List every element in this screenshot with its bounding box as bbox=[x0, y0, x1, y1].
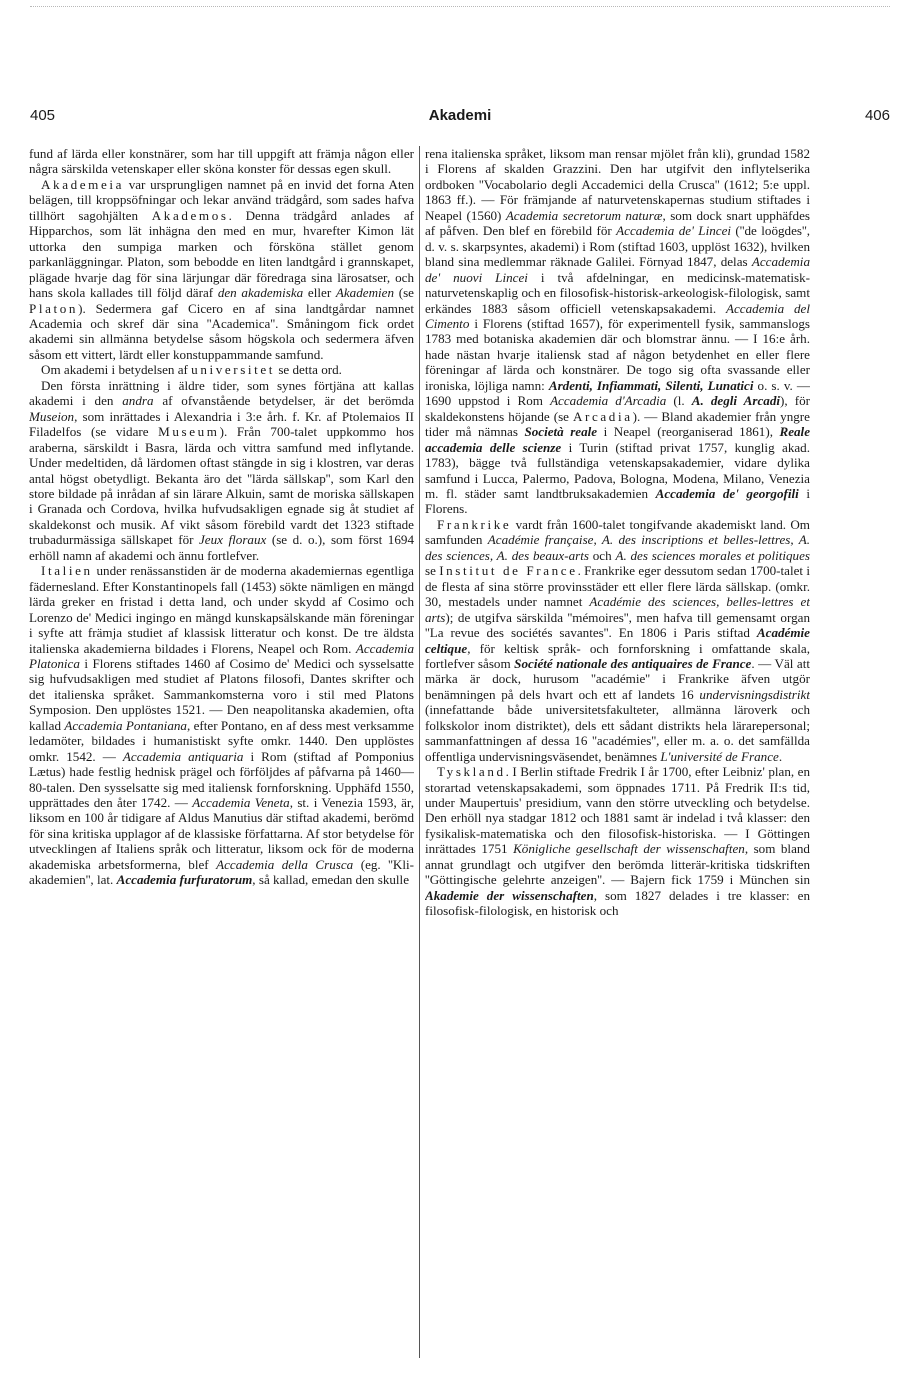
page-header bbox=[30, 107, 890, 129]
paragraph: fund af lärda eller konstnärer, som har till uppgift att främja någon eller några särskilda vetenskaper eller sköna konster för dessas egen skull. bbox=[29, 146, 414, 177]
right-column bbox=[425, 146, 810, 1356]
paragraph: Om akademi i betydelsen af universitet se detta ord. bbox=[41, 362, 342, 378]
paragraph: rena italienska språket, liksom man rensar mjölet från kli), grundad 1582 i Florens af skalden Grazzini. Den har utgifvit den inflytelserika ordboken ''Vocabolario degli Accademici della Crusca'' (1612; 5:e uppl. 1863 ff.). — För främjande af naturvetenskapernas studium stiftades i Neapel (1560) Academia secretorum naturæ, som dock snart upphäfdes af påfven. Den blef en förebild för Accademia de' Lincei (''de loögdes'', d. v. s. skarpsyntes, akademi) i Rom (stiftad 1603, upplöst 1632), hvilken bland sina medlemmar räknade Galilei. Förnyad 1847, delas Accademia de' nuovi Lincei i två afdelningar, en medicinsk-matematisk-naturvetenskaplig och en filosofisk-historisk-arkeologisk-filologisk, samt erkändes 1883 såsom officiell vetenskapsakademi. Accademia del Cimento i Florens (stiftad 1657), för experimentell fysik, sammanslogs 1783 med botaniska akademien där och blomstrar ännu. — I 16:e årh. hade nästan hvarje italiensk stad af någon betydenhet en eller flere föreningar af lärda och konstnärer. De togo sig ofta svassande eller ironiska, löjliga namn: Ardenti, Infiammati, Silenti, Lunatici o. s. v. — 1690 uppstod i Rom Accademia d'Arcadia (l. A. degli Arcadi), för skaldekonstens höjande (se Arcadia). — Bland akademier från yngre tider må nämnas Società reale i Neapel (reorganiserad 1861), Reale accademia delle scienze i Turin (stiftad privat 1757, kunglig akad. 1783), bägge två fullständiga vetenskapsakademier, vidare dylika samfund i Lucca, Palermo, Padova, Bologna, Modena, Milano, Venezia m. fl. städer samt landtbruksakademien Accademia de' georgofili i Florens. bbox=[425, 146, 810, 517]
left-page-number: 405 bbox=[30, 107, 56, 124]
column-divider bbox=[419, 146, 420, 1358]
right-page-number: 406 bbox=[864, 107, 890, 124]
paragraph: Frankrike vardt från 1600-talet tongifvande akademiskt land. Om samfunden Académie française, A. des inscriptions et belles-lettres, A. des sciences, A. des beaux-arts och A. des sciences morales et politiques se Institut de France. Frankrike eger dessutom sedan 1700-talet i de flesta af sina större provinsstäder ett eller flere lärda sällskap. (omkr. 30, mestadels under namnet Académie des sciences, belles-lettres et arts); de utgifva särskilda ''mémoires'', men hafva till gemensamt organ ''La revue des sociétés savantes''. En 1806 i Paris stiftad Académie celtique, för keltisk språk- och fornforskning i omfattande skala, fortlefver såsom Société nationale des antiquaires de France. — Väl att märka är dock, hurusom ''académie'' i Frankrike äfven utgör benämningen på dels hvart och ett af landets 16 undervisningsdistrikt (innefattande både universitetsfakulteter, allmänna läroverk och folkskolor inom distriktet), dels ett sådant distrikts hela lärarepersonal; sammanfattningen af dessa 16 ''académies'', eller m. a. o. det samfällda offentliga undervisningsväsendet, benämnes L'université de France. bbox=[425, 516, 810, 764]
paragraph: Italien under renässanstiden är de moderna akademiernas egentliga fädernesland. Efter Konstantinopels fall (1453) sökte nämligen en mängd lärda greker en fristad i detta land, och under skydd af Cosimo och Lorenzo de' Medici ingingo en mängd kunskapsälskande män föreningar i syfte att främja studiet af klassisk litteratur och konst. De tre äldsta italienska akademierna bildades i Florens, Neapel och Rom. Accademia Platonica i Florens stiftades 1460 af Cosimo de' Medici och sysselsatte sig hufvudsakligen med studiet af Platons filosofi, Dantes skrifter och det italienska språket. Sammankomsterna voro i stil med Platons Symposion. Den upplöstes 1521. — Den neapolitanska akademien, ofta kallad Accademia Pontaniana, efter Pontano, en af dess mest verksamme ledamöter, bildades i humanistiskt syfte omkr. 1440. Den upplöstes omkr. 1542. — Accademia antiquaria i Rom (stiftad af Pomponius Lætus) hade festlig hednisk prägel och förföljdes af påfvarna på 1460—80-talen. Den sysselsatte sig med italiensk fornforskning. Upphäfd 1550, upprättades den åter 1742. — Accademia Veneta, st. i Venezia 1593, är, liksom en 100 år tidigare af Aldus Manutius där stiftad akademi, berömd för sina kritiska upplagor af de klassiske författarna. Af stor betydelse för utvecklingen af Italiens språk och litteratur, liksom ock för de moderna akademiska arbetsformerna, blef Accademia della Crusca (eg. ''Kli-akademien'', lat. Accademia furfuratorum, så kallad, emedan den skulle bbox=[29, 563, 414, 888]
paragraph: Akademeia var ursprungligen namnet på en invid det forna Aten belägen, till kroppsöfningar och lekar använd trädgård, som sades hafva tillhört sagohjälten Akademos. Denna trädgård anlades af Hipparchos, som lät inhägna den med en mur, hvarefter Kimon lät uttorka den sumpiga marken och försköna stället genom parkanläggningar. Platon, som bebodde en liten landtgård i grannskapet, plägade hvarje dag för sina lärjungar där föredraga sina lärosatser, och hans skola kallades till följd däraf den akademiska eller Akademien (se Platon). Sedermera gaf Cicero en af sina landtgårdar namnet Academia och skref där sina ''Academica''. Småningom fick ordet akademi sin allmänna betydelse såsom högskola och sedermera äfven såsom ett vittert, lärdt eller konstuppammande samfund. bbox=[29, 176, 414, 362]
paragraph: Den första inrättning i äldre tider, som synes förtjäna att kallas akademi i den andra af ofvanstående betydelser, är det berömda Museion, som inrättades i Alexandria i 3:e årh. f. Kr. af Ptolemaios II Filadelfos (se vidare Museum). Från 700-talet uppkommo hos araberna, särskildt i Basra, lärda och vittra samfund med inflytande. Under medeltiden, då lärdomen oftast stängde in sig i klostren, var deras antal högst obetydligt. Bekanta äro det ''lärda sällskap'', som Karl den store bildade på inrådan af sin lärare Alkuin, samt de moriska sällskapen i Granada och Cordova, hvilka hufvudsakligen egnade sig åt studiet af skaldekonst och musik. Af vikt såsom förebild vardt det 1323 stiftade trubadurmässiga sällskapet för Jeux floraux (se d. o.), som först 1694 erhöll namn af akademi och ännu fortlefver. bbox=[29, 377, 414, 563]
page-title: Akademi bbox=[428, 107, 492, 124]
paragraph: Tyskland. I Berlin stiftade Fredrik I år 1700, efter Leibniz' plan, en storartad vetenskapsakademi, som öppnades 1711. På Fredrik II:s tid, under Maupertuis' presidium, vann den större utveckling och betydelse. Den erhöll nya stadgar 1812 och 1881 samt är indelad i två klasser: den fysikalisk-matematiska och den filosofisk-historiska. — I Göttingen inrättades 1751 Königliche gesellschaft der wissenschaften, som bland annat grundlagt och utgifver den berömda litterär-kritiska tidskriften ''Göttingische gelehrte anzeigen''. — Bajern fick 1759 i München sin Akademie der wissenschaften, som 1827 delades i tre klasser: en filosofisk-filologisk, en historisk och bbox=[425, 764, 810, 919]
top-scan-edge bbox=[30, 6, 890, 7]
left-column bbox=[29, 146, 414, 1356]
